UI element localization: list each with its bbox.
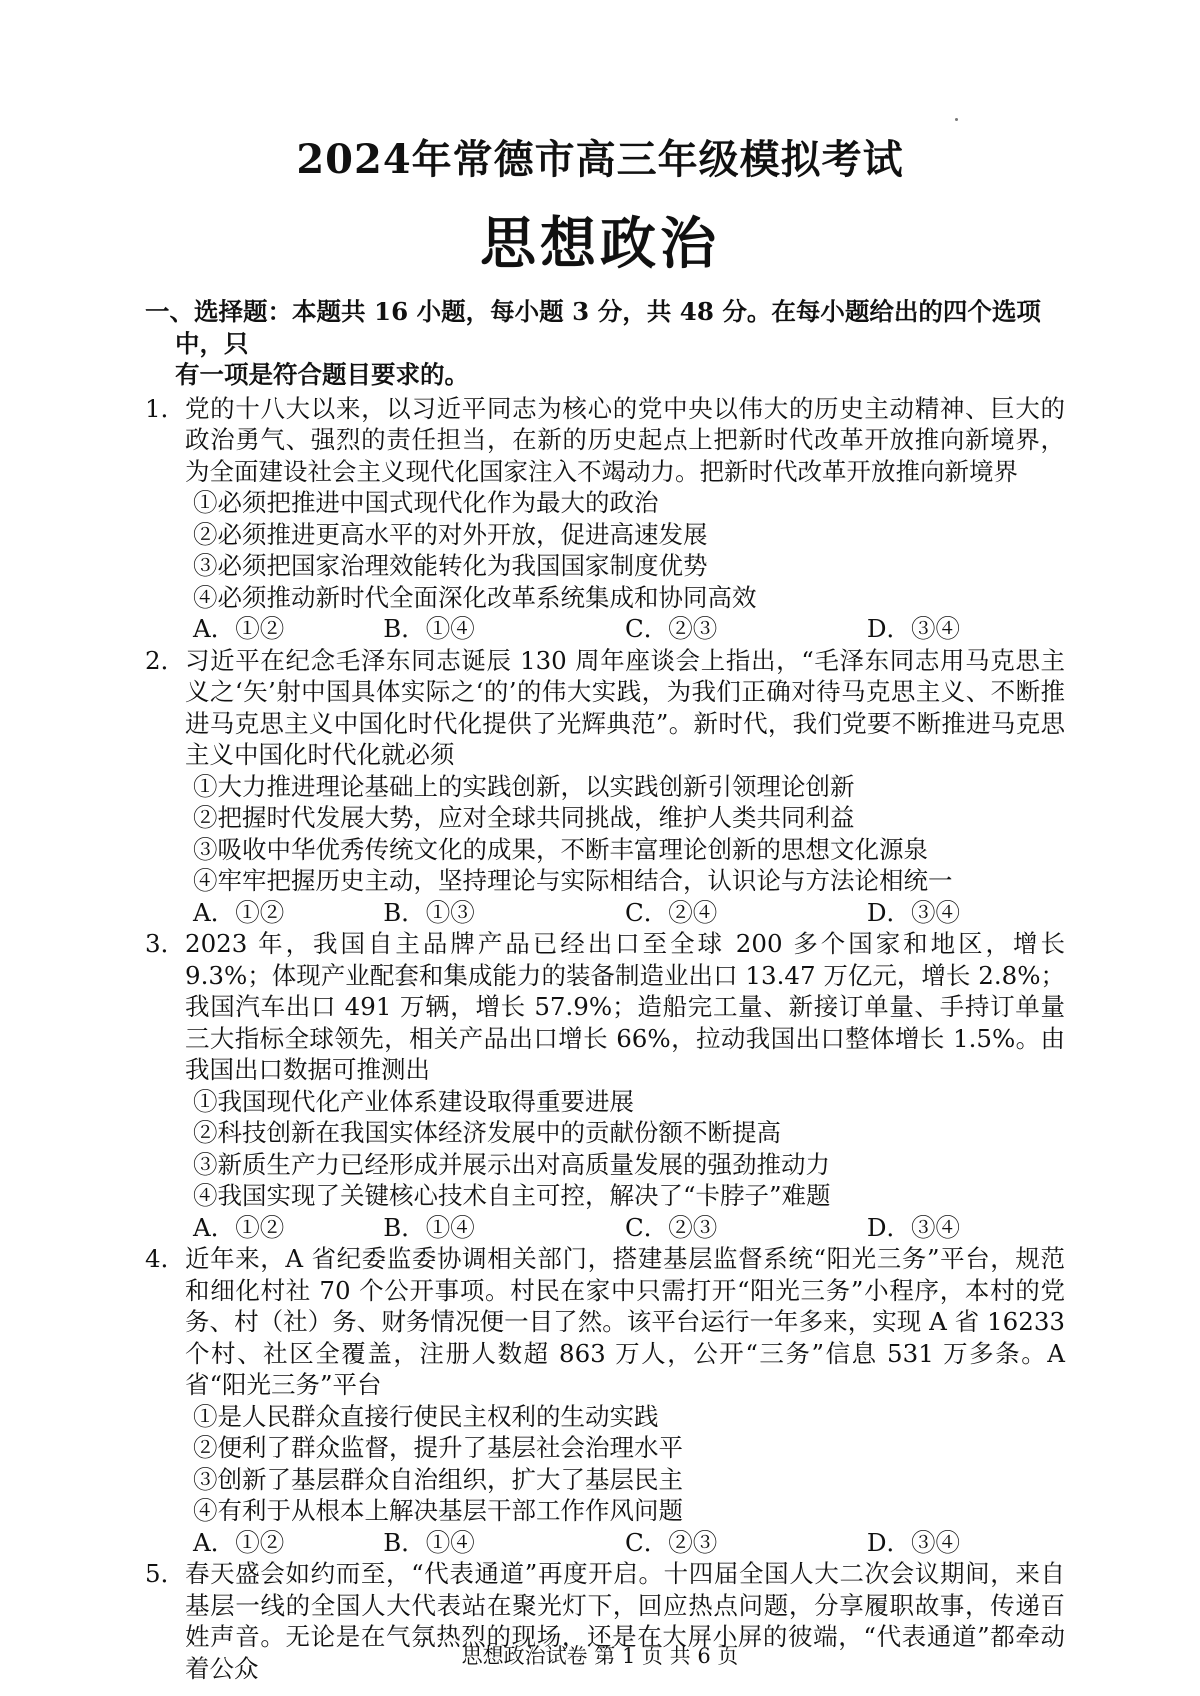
- question-number: 2．: [145, 645, 186, 675]
- choice-a: A．①②: [193, 897, 285, 927]
- question-stem: 2023 年，我国自主品牌产品已经出口至全球 200 多个国家和地区，增长 9.3%；体现产业配套和集成能力的装备制造业出口 13.47 万亿元，增长 2.8%；我国汽车出口 491 万辆，增长 57.9%；造船完工量、新接订单量、手持订单量三大指标全球领先，相关产品出口增长 66%，拉动我国出口整体增长 1.5%。由我国出口数据可推测出: [185, 929, 1065, 1084]
- statement-4: ④有利于从根本上解决基层干部工作作风问题: [193, 1496, 683, 1525]
- choice-c: C．②④: [625, 897, 718, 927]
- statement-3: ③必须把国家治理效能转化为我国国家制度优势: [193, 551, 708, 580]
- question-stem: 近年来，A 省纪委监委协调相关部门，搭建基层监督系统“阳光三务”平台，规范和细化村社 70 个公开事项。村民在家中只需打开“阳光三务”小程序，本村的党务、村（社）务、财务情况便一目了然。该平台运行一年多来，实现 A 省 16233 个村、社区全覆盖，注册人数超 863 万人，公开“三务”信息 531 万多条。A 省“阳光三务”平台: [185, 1244, 1065, 1399]
- answer-choices: [185, 1527, 1065, 1559]
- choice-c: C．②③: [625, 1527, 718, 1557]
- choice-d: D．③④: [866, 897, 960, 927]
- subject-title: 思想政治: [480, 211, 720, 277]
- question-3: [145, 928, 1065, 1243]
- choice-d: D．③④: [866, 614, 960, 643]
- question-2: [145, 645, 1065, 929]
- question-content: [145, 296, 1065, 1684]
- exam-title: 2024年常德市高三年级模拟考试: [296, 136, 904, 183]
- question-number: 5．: [145, 1559, 186, 1588]
- statement-4: ④我国实现了关键核心技术自主可控，解决了“卡脖子”难题: [193, 1181, 831, 1210]
- question-1: [145, 393, 1065, 645]
- choice-a: A．①②: [193, 614, 285, 643]
- question-number: 3．: [145, 929, 186, 958]
- question-stem: 党的十八大以来，以习近平同志为核心的党中央以伟大的历史主动精神、巨大的政治勇气、强烈的责任担当，在新的历史起点上把新时代改革开放推向新境界，为全面建设社会主义现代化国家注入不竭动力。把新时代改革开放推向新境界: [185, 393, 1065, 486]
- statement-4: ④必须推动新时代全面深化改革系统集成和协同高效: [193, 582, 757, 612]
- answer-choices: [185, 1212, 1065, 1244]
- statement-3: ③吸收中华优秀传统文化的成果，不断丰富理论创新的思想文化源泉: [193, 834, 928, 864]
- choice-b: B．①③: [383, 897, 475, 927]
- page-footer: 思想政治试卷 第 1 页 共 6 页: [461, 1644, 739, 1668]
- choice-d: D．③④: [866, 1212, 960, 1242]
- statement-1: ①是人民群众直接行使民主权利的生动实践: [193, 1401, 659, 1431]
- question-4: [145, 1243, 1065, 1558]
- question-stem: 春天盛会如约而至，“代表通道”再度开启。十四届全国人大二次会议期间，来自基层一线的全国人大代表站在聚光灯下，回应热点问题，分享履职故事，传递百姓声音。无论是在气氛热烈的现场，还是在大屏小屏的彼端，“代表通道”都牵动着公众: [185, 1559, 1065, 1683]
- choice-c: C．②③: [625, 614, 718, 643]
- statement-4: ④牢牢把握历史主动，坚持理论与实际相结合，认识论与方法论相统一: [193, 866, 953, 895]
- choice-b: B．①④: [383, 1212, 475, 1242]
- choice-a: A．①②: [193, 1212, 285, 1242]
- statement-1: ①必须把推进中国式现代化作为最大的政治: [193, 488, 659, 517]
- choice-d: D．③④: [866, 1527, 960, 1557]
- statement-2: ②把握时代发展大势，应对全球共同挑战，维护人类共同利益: [193, 803, 855, 832]
- choice-c: C．②③: [625, 1212, 718, 1242]
- section-header-line1: 一、选择题：本题共 16 小题，每小题 3 分，共 48 分。在每小题给出的四个选项中，只: [145, 297, 1041, 358]
- answer-choices: [185, 897, 1065, 929]
- statement-1: ①我国现代化产业体系建设取得重要进展: [193, 1086, 634, 1116]
- statement-3: ③新质生产力已经形成并展示出对高质量发展的强劲推动力: [193, 1149, 830, 1179]
- statement-1: ①大力推进理论基础上的实践创新，以实践创新引领理论创新: [193, 771, 855, 801]
- answer-choices: [185, 613, 1065, 645]
- statement-2: ②必须推进更高水平的对外开放，促进高速发展: [193, 519, 708, 549]
- statement-3: ③创新了基层群众自治组织，扩大了基层民主: [193, 1464, 683, 1494]
- choice-a: A．①②: [193, 1527, 285, 1557]
- question-number: 1．: [145, 393, 186, 423]
- section-header: [145, 296, 1065, 391]
- question-stem: 习近平在纪念毛泽东同志诞辰 130 周年座谈会上指出，“毛泽东同志用马克思主义之‘矢’射中国具体实际之‘的’的伟大实践，为我们正确对待马克思主义、不断推进马克思主义中国化时代化提供了光辉典范”。新时代，我们党要不断推进马克思主义中国化时代化就必须: [185, 645, 1065, 769]
- choice-b: B．①④: [383, 1527, 475, 1557]
- question-number: 4．: [145, 1244, 186, 1273]
- choice-b: B．①④: [383, 614, 475, 643]
- scan-speck: [955, 118, 958, 121]
- statement-2: ②便利了群众监督，提升了基层社会治理水平: [193, 1433, 683, 1462]
- section-header-line2: 有一项是符合题目要求的。: [175, 360, 469, 389]
- statement-2: ②科技创新在我国实体经济发展中的贡献份额不断提高: [193, 1118, 781, 1147]
